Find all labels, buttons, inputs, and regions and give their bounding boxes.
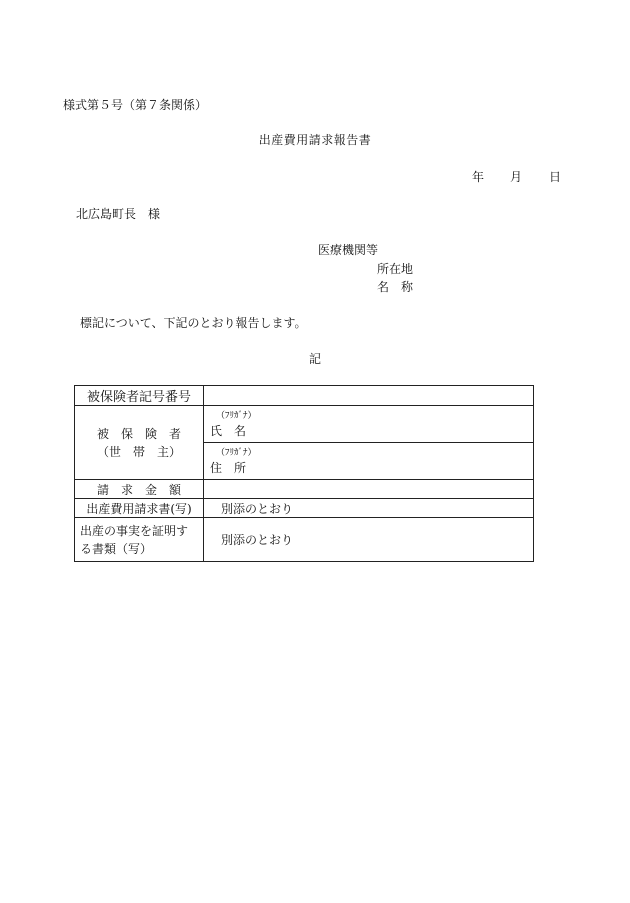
name-label: 氏 名 bbox=[210, 423, 247, 438]
table-row bbox=[75, 499, 534, 518]
institution-address-label: 所在地 bbox=[377, 262, 414, 276]
institution-name-label: 名 称 bbox=[377, 280, 414, 294]
year-label: 年 bbox=[472, 170, 485, 184]
proof-document-label-line2: る書類（写） bbox=[80, 541, 153, 556]
policy-number-field bbox=[204, 386, 534, 406]
table-row bbox=[75, 480, 534, 499]
document-title: 出産費用請求報告書 bbox=[258, 133, 372, 147]
policy-number-label: 被保険者記号番号 bbox=[75, 386, 204, 406]
ki-heading: 記 bbox=[308, 352, 321, 366]
proof-document-label bbox=[75, 518, 204, 562]
name-furigana: （ﾌﾘｶﾞﾅ） bbox=[216, 410, 257, 421]
proof-document-value: 別添のとおり bbox=[204, 518, 534, 562]
amount-field bbox=[204, 480, 534, 499]
table-row bbox=[75, 386, 534, 406]
form-number: 様式第５号（第７条関係） bbox=[63, 98, 208, 112]
date-line bbox=[472, 170, 561, 184]
addressee: 北広島町長 様 bbox=[76, 207, 161, 221]
name-field bbox=[204, 406, 534, 443]
insured-cell bbox=[75, 406, 204, 480]
table-row bbox=[75, 518, 534, 562]
cost-document-label: 出産費用請求書(写) bbox=[75, 499, 204, 518]
insured-label: 被 保 険 者 bbox=[96, 426, 181, 441]
intro-text: 標記について、下記のとおり報告します。 bbox=[80, 316, 307, 330]
householder-label: （世 帯 主） bbox=[96, 444, 181, 459]
day-label: 日 bbox=[549, 170, 562, 184]
institution-label: 医療機関等 bbox=[318, 243, 379, 257]
table-row bbox=[75, 406, 534, 443]
address-field bbox=[204, 443, 534, 480]
amount-label: 請 求 金 額 bbox=[75, 480, 204, 499]
proof-document-label-line1: 出産の事実を証明す bbox=[80, 523, 189, 538]
address-label: 住 所 bbox=[210, 460, 247, 475]
address-furigana: （ﾌﾘｶﾞﾅ） bbox=[216, 447, 257, 458]
month-label: 月 bbox=[510, 170, 523, 184]
cost-document-value: 別添のとおり bbox=[204, 499, 534, 518]
report-table bbox=[74, 385, 534, 562]
